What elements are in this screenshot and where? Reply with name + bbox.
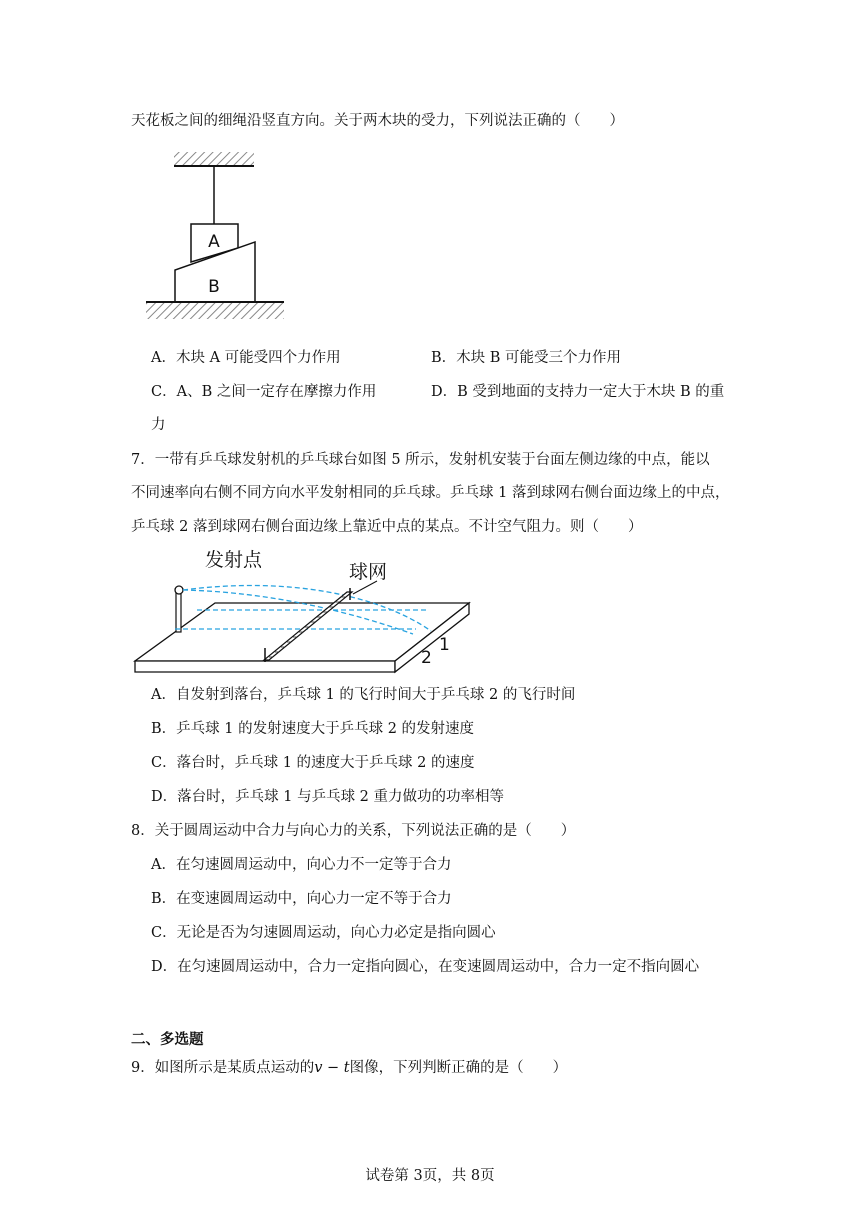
q8-option-b: B．在变速圆周运动中，向心力一定不等于合力 (151, 891, 452, 907)
launch-point-label: 发射点 (205, 549, 263, 571)
q7-option-a: A．自发射到落台，乒乓球 1 的飞行时间大于乒乓球 2 的飞行时间 (151, 687, 576, 703)
launcher-post (176, 591, 181, 632)
ceiling-hatch (174, 152, 254, 166)
q7-stem-line3: 乒乓球 2 落到球网右侧台面边缘上靠近中点的某点。不计空气阻力。则（ ） (131, 519, 643, 535)
q7-option-c: C．落台时，乒乓球 1 的速度大于乒乓球 2 的速度 (151, 755, 475, 771)
q7-stem-line1: 7．一带有乒乓球发射机的乒乓球台如图 5 所示，发射机安装于台面左侧边缘的中点，能以 (131, 452, 710, 468)
q8-option-d: D．在匀速圆周运动中，合力一定指向圆心，在变速圆周运动中，合力一定不指向圆心 (151, 959, 700, 975)
q8-stem: 8．关于圆周运动中合力与向心力的关系，下列说法正确的是（ ） (131, 823, 576, 839)
table-front (135, 661, 395, 672)
launch-point (175, 586, 183, 594)
ball2-label: 2 (421, 648, 432, 668)
q7-option-d: D．落台时，乒乓球 1 与乒乓球 2 重力做功的功率相等 (151, 789, 505, 805)
q7-stem-line2: 不同速率向右侧不同方向水平发射相同的乒乓球。乒乓球 1 落到球网右侧台面边缘上的中点， (131, 485, 730, 501)
q6-option-d-line1: D．B 受到地面的支持力一定大于木块 B 的重 (431, 384, 725, 400)
q9-stem-math: v − t (314, 1060, 350, 1076)
q6-option-a: A．木块 A 可能受四个力作用 (151, 350, 341, 366)
q6-stem-tail: 天花板之间的细绳沿竖直方向。关于两木块的受力，下列说法正确的（ ） (131, 113, 624, 129)
q8-option-c: C．无论是否为匀速圆周运动，向心力必定是指向圆心 (151, 925, 496, 941)
q7-table-figure (131, 546, 481, 676)
q9-stem (131, 1058, 567, 1078)
q9-stem-pre: 9．如图所示是某质点运动的 (131, 1060, 315, 1076)
q6-option-d-line2: 力 (151, 417, 166, 433)
ball1-label: 1 (439, 635, 450, 655)
block-a-label: A (208, 232, 220, 252)
net-label: 球网 (349, 561, 388, 583)
section-title: 二、多选题 (131, 1031, 204, 1048)
ground-hatch (146, 303, 284, 319)
q6-option-b: B．木块 B 可能受三个力作用 (431, 350, 622, 366)
page-footer: 试卷第 3页，共 8页 (365, 1168, 495, 1184)
q8-option-a: A．在匀速圆周运动中，向心力不一定等于合力 (151, 857, 452, 873)
q9-stem-post: 图像，下列判断正确的是（ ） (349, 1060, 568, 1076)
block-b-label: B (208, 277, 220, 297)
q7-option-b: B．乒乓球 1 的发射速度大于乒乓球 2 的发射速度 (151, 721, 475, 737)
q6-block-figure (140, 148, 300, 328)
q6-option-c: C．A、B 之间一定存在摩擦力作用 (151, 384, 377, 400)
